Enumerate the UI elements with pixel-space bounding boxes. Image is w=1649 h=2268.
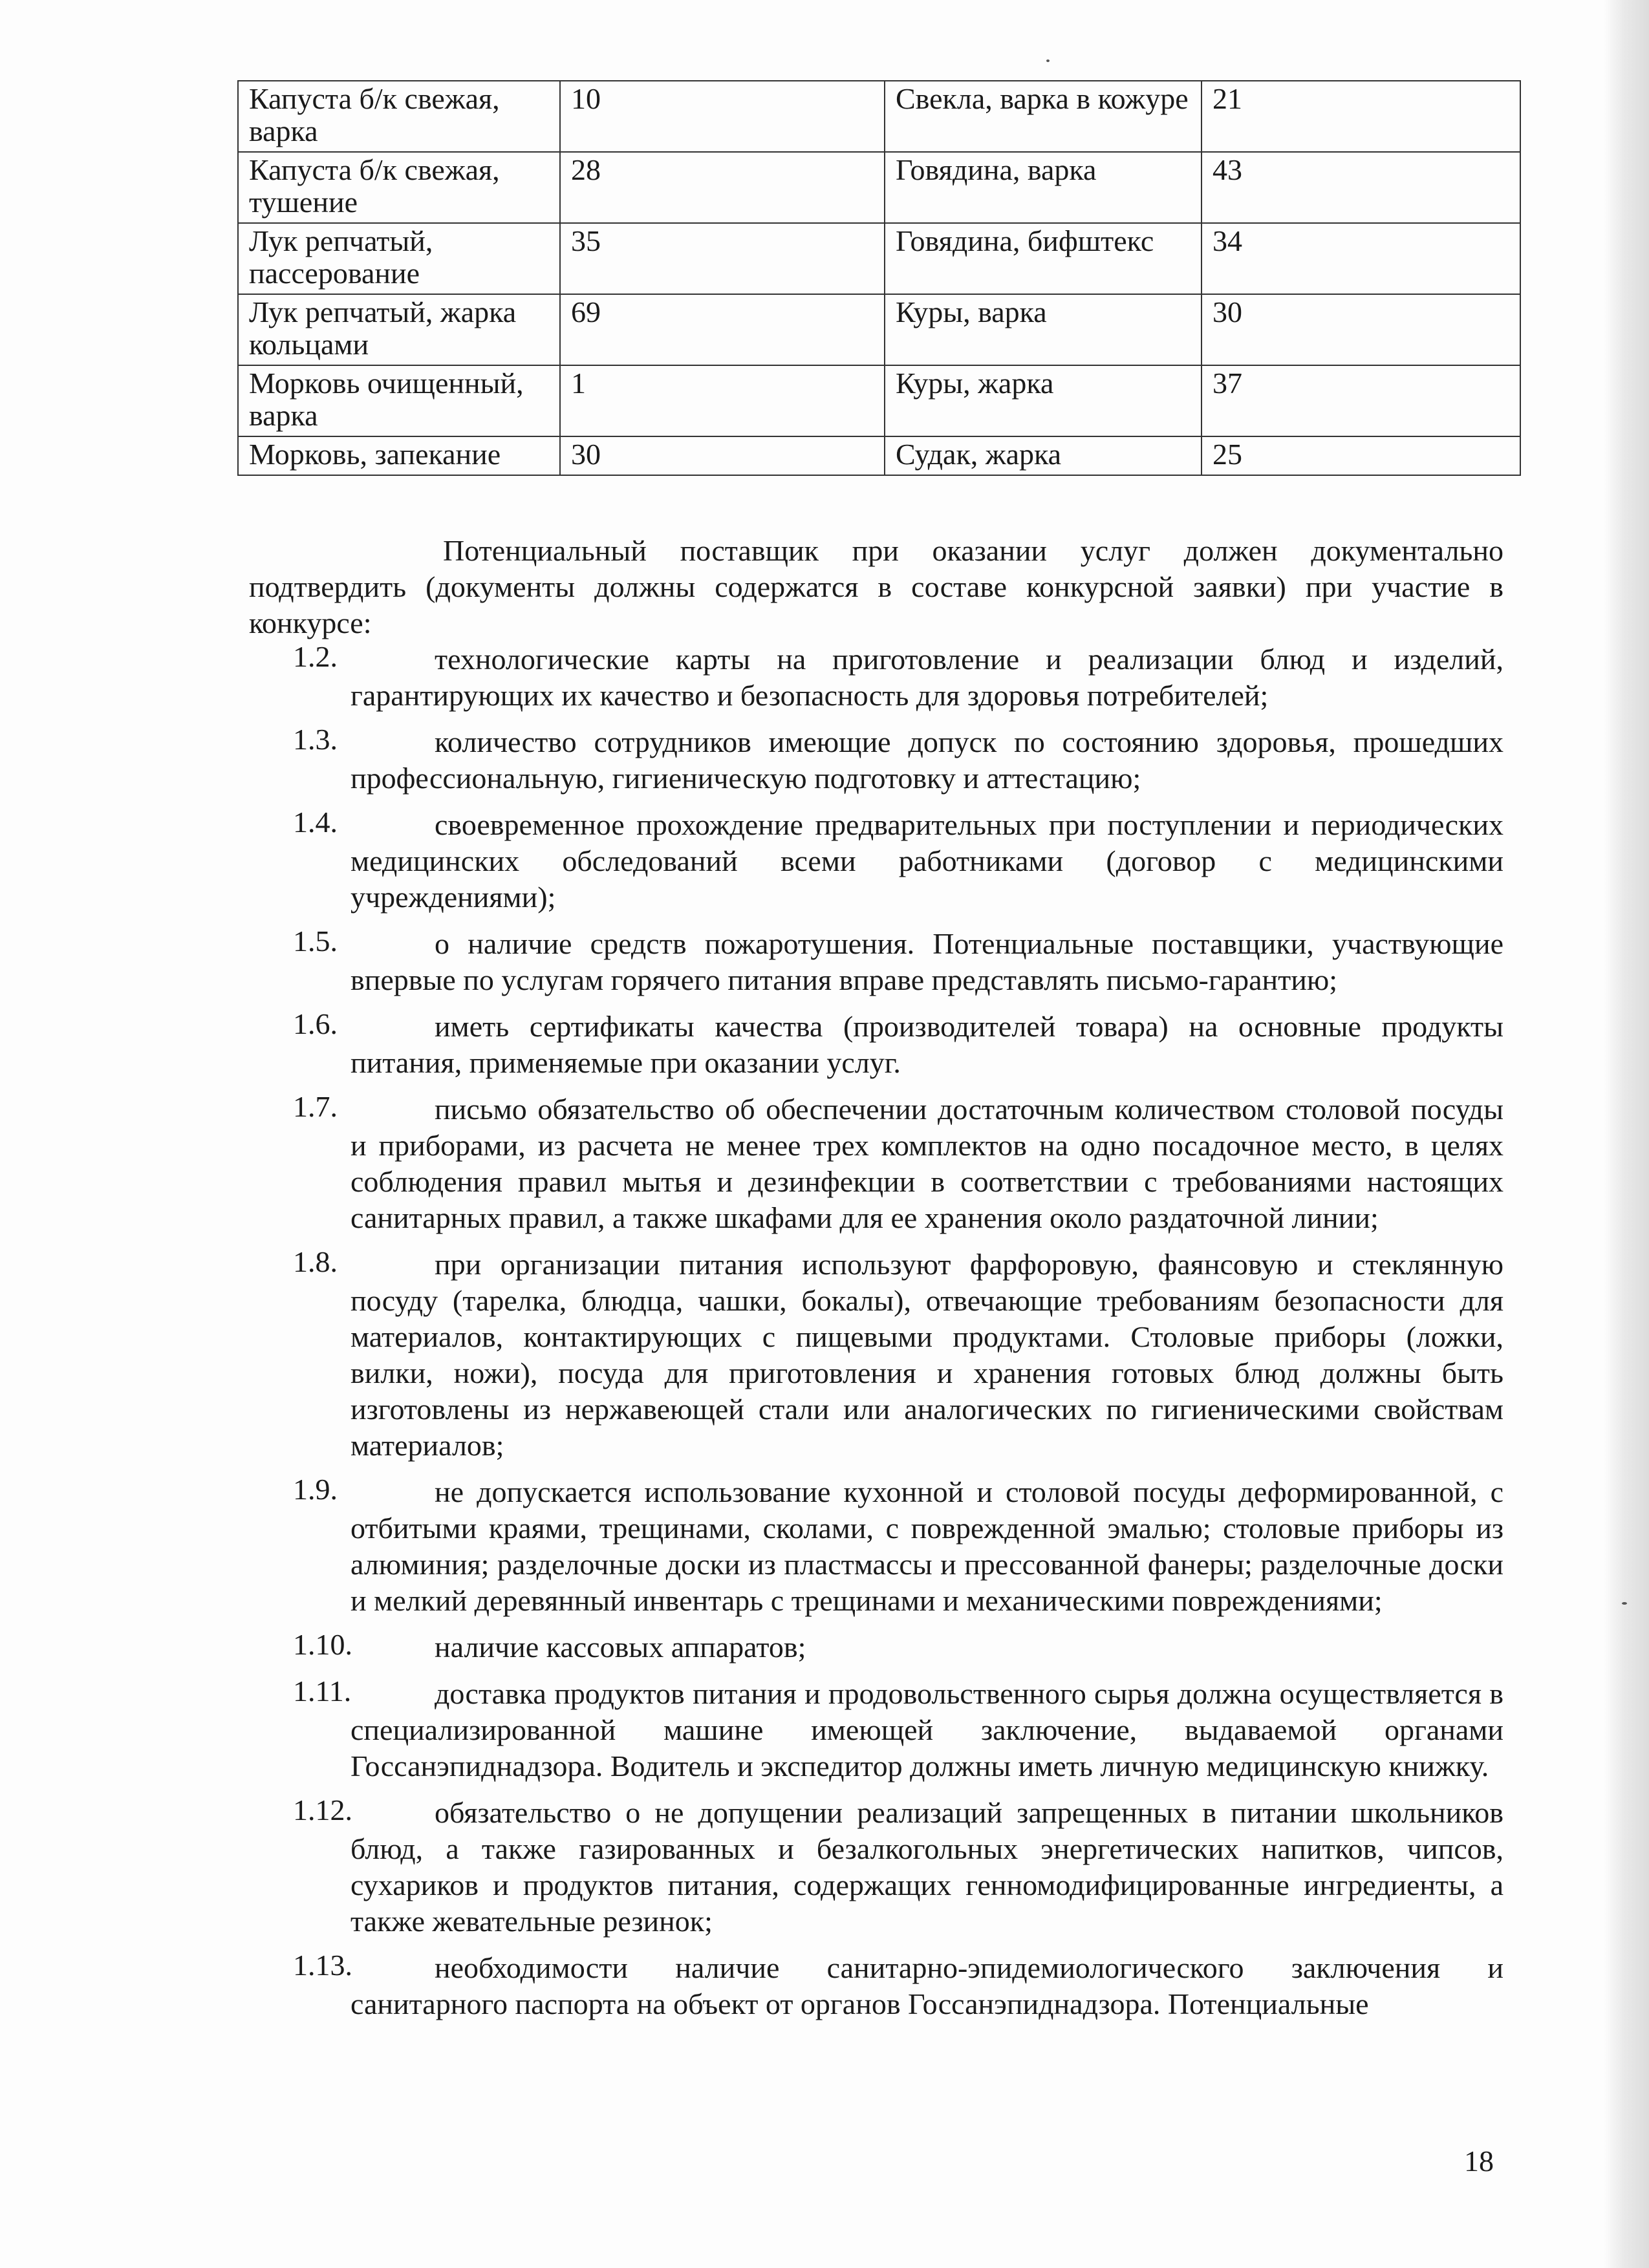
item-number: 1.4. xyxy=(293,806,338,839)
list-item xyxy=(249,1246,1503,1464)
item-text: своевременное прохождение предварительных при поступлении и периодических медицинских обследований всеми работниками (договор с медицинскими учреждениями); xyxy=(350,808,1503,914)
item-text: технологические карты на приготовление и реализации блюд и изделий, гарантирующих их качество и безопасность для здоровья потребителей; xyxy=(350,643,1503,712)
list-item xyxy=(249,1091,1503,1236)
table-row xyxy=(238,294,1520,365)
scan-edge-shadow xyxy=(1604,0,1649,2268)
item-text: не допускается использование кухонной и столовой посуды деформированной, с отбитыми краями, трещинами, сколами, с поврежденной эмалью; столовые приборы из алюминия; разделочные доски из пластмассы и прессованной фанеры; разделочные доски и мелкий деревянный инвентарь с трещинами и механическими повреждениями; xyxy=(350,1475,1503,1617)
list-item xyxy=(249,1676,1503,1784)
product-cell: Судак, жарка xyxy=(885,436,1202,475)
product-cell: Свекла, варка в кожуре xyxy=(885,81,1202,152)
item-number: 1.9. xyxy=(293,1473,338,1506)
page-number: 18 xyxy=(1464,2145,1494,2177)
product-cell: Морковь, запекание xyxy=(238,436,560,475)
list-item xyxy=(249,1950,1503,2022)
value-cell: 34 xyxy=(1202,223,1520,294)
item-number: 1.6. xyxy=(293,1007,338,1040)
product-cell: Лук репчатый, жарка кольцами xyxy=(238,294,560,365)
item-text: количество сотрудников имеющие допуск по состоянию здоровья, прошедших профессиональную, гигиеническую подготовку и аттестацию; xyxy=(350,725,1503,795)
product-cell: Лук репчатый, пассерование xyxy=(238,223,560,294)
product-cell: Говядина, варка xyxy=(885,152,1202,223)
item-text: обязательство о не допущении реализаций запрещенных в питании школьников блюд, а также газированных и безалкогольных энергетических напитков, чипсов, сухариков и продуктов питания, содержащих генномодифицированные ингредиенты, а также жевательные резинок; xyxy=(350,1796,1503,1938)
product-cell: Капуста б/к свежая, варка xyxy=(238,81,560,152)
value-cell: 69 xyxy=(560,294,885,365)
item-text: о наличие средств пожаротушения. Потенциальные поставщики, участвующие впервые по услугам горячего питания вправе представлять письмо-гарантию; xyxy=(350,927,1503,996)
list-item xyxy=(249,641,1503,714)
table-row xyxy=(238,223,1520,294)
item-number: 1.11. xyxy=(293,1674,352,1707)
item-number: 1.3. xyxy=(293,723,338,756)
value-cell: 43 xyxy=(1202,152,1520,223)
item-text: доставка продуктов питания и продовольственного сырья должна осуществляется в специализированной машине имеющей заключение, выдаваемой органами Госсанэпиднадзора. Водитель и экспедитор должны иметь личную медицинскую книжку. xyxy=(350,1677,1503,1782)
item-number: 1.5. xyxy=(293,925,338,957)
table-row xyxy=(238,152,1520,223)
item-text: необходимости наличие санитарно-эпидемиологического заключения и санитарного паспорта на объект от органов Госсанэпиднадзора. Потенциальные xyxy=(350,1951,1503,2020)
list-item xyxy=(249,1009,1503,1081)
item-text: наличие кассовых аппаратов; xyxy=(435,1631,806,1664)
item-number: 1.12. xyxy=(293,1793,352,1826)
value-cell: 1 xyxy=(560,365,885,436)
item-number: 1.8. xyxy=(293,1245,338,1278)
table-row xyxy=(238,436,1520,475)
scan-speck xyxy=(1622,1602,1627,1605)
cooking-loss-table xyxy=(237,80,1521,476)
value-cell: 30 xyxy=(1202,294,1520,365)
product-cell: Куры, жарка xyxy=(885,365,1202,436)
value-cell: 28 xyxy=(560,152,885,223)
item-number: 1.2. xyxy=(293,640,338,673)
table-row xyxy=(238,81,1520,152)
value-cell: 25 xyxy=(1202,436,1520,475)
product-cell: Капуста б/к свежая, тушение xyxy=(238,152,560,223)
list-item xyxy=(249,926,1503,998)
value-cell: 10 xyxy=(560,81,885,152)
list-item xyxy=(249,807,1503,915)
value-cell: 37 xyxy=(1202,365,1520,436)
value-cell: 30 xyxy=(560,436,885,475)
value-cell: 35 xyxy=(560,223,885,294)
list-item xyxy=(249,1795,1503,1940)
value-cell: 21 xyxy=(1202,81,1520,152)
table-row xyxy=(238,365,1520,436)
product-cell: Говядина, бифштекс xyxy=(885,223,1202,294)
list-item xyxy=(249,1474,1503,1619)
item-number: 1.13. xyxy=(293,1949,352,1982)
item-text: иметь сертификаты качества (производителей товара) на основные продукты питания, применяемые при оказании услуг. xyxy=(350,1010,1503,1079)
product-cell: Куры, варка xyxy=(885,294,1202,365)
item-number: 1.7. xyxy=(293,1090,338,1123)
item-number: 1.10. xyxy=(293,1628,352,1661)
product-cell: Морковь очищенный, варка xyxy=(238,365,560,436)
list-item xyxy=(249,724,1503,797)
list-item xyxy=(249,1629,1503,1665)
scan-speck xyxy=(1046,59,1050,62)
intro-paragraph: Потенциальный поставщик при оказании услуг должен документально подтвердить (документы должны содержатся в составе конкурсной заявки) при участие в конкурсе: xyxy=(249,534,1503,639)
item-text: письмо обязательство об обеспечении достаточным количеством столовой посуды и приборами, из расчета не менее трех комплектов на одно посадочное место, в целях соблюдения правил мытья и дезинфекции в соответствии с требованиями настоящих санитарных правил, а также шкафами для ее хранения около раздаточной линии; xyxy=(350,1093,1503,1234)
requirements-list xyxy=(249,641,1503,2033)
item-text: при организации питания используют фарфоровую, фаянсовую и стеклянную посуду (тарелка, блюдца, чашки, бокалы), отвечающие требованиям безопасности для материалов, контактирующих с пищевыми продуктами. Столовые приборы (ложки, вилки, ножи), посуда для приготовления и хранения готовых блюд должны быть изготовлены из нержавеющей стали или аналогических по гигиеническими свойствам материалов; xyxy=(350,1248,1503,1462)
